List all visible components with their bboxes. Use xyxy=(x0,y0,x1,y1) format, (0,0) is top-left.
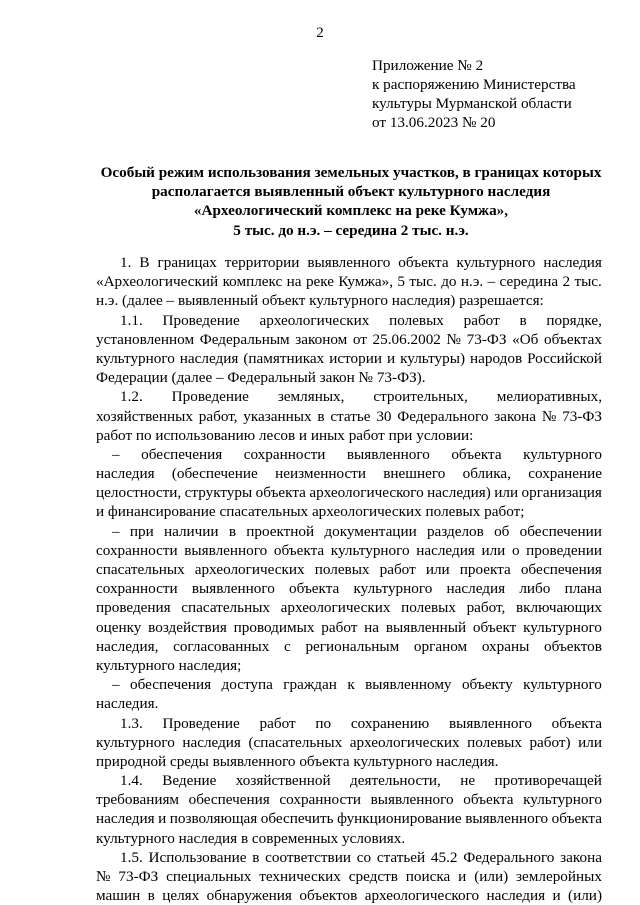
word: (обеспечение xyxy=(171,465,258,483)
word: 45.2 xyxy=(430,848,458,866)
word: работ xyxy=(379,561,416,578)
word: «Об xyxy=(512,330,539,348)
word: при xyxy=(129,522,154,540)
word: сохранности xyxy=(279,791,362,809)
word: выявленного xyxy=(184,541,268,559)
title-line: Особый режим использования земельных участков, в границах которых xyxy=(100,164,602,181)
body-line: и финансирование спасательных археологических полевых работ; xyxy=(96,503,525,521)
body-line: Федерации (далее – Федеральный закон № 73-ФЗ). xyxy=(96,369,426,387)
word: о xyxy=(511,541,520,559)
word: – xyxy=(112,522,120,540)
body-line xyxy=(96,522,602,541)
word: Использование xyxy=(148,848,247,866)
body-line: культурного наследия в современных условиях. xyxy=(96,829,406,847)
word: в xyxy=(147,887,155,905)
word: культурного xyxy=(456,254,536,271)
word: в xyxy=(519,311,527,329)
word: граждан xyxy=(283,676,337,694)
body-line xyxy=(96,809,602,828)
word: в xyxy=(252,848,260,866)
word: хозяйственной xyxy=(235,772,331,790)
word: работ, xyxy=(466,599,506,617)
body-line xyxy=(96,675,602,694)
word: объекта xyxy=(255,484,306,502)
word: культуры) xyxy=(400,349,466,367)
word: объектах xyxy=(544,330,602,348)
word: наследия) xyxy=(427,484,491,502)
appendix-line: Приложение № 2 xyxy=(372,57,484,74)
word: Ведение xyxy=(162,772,217,790)
word: – xyxy=(112,445,120,463)
word: объекта xyxy=(463,791,514,809)
word: наследия xyxy=(486,887,546,905)
body-line xyxy=(96,253,602,272)
word: охраны xyxy=(481,637,530,655)
body-line xyxy=(96,579,602,598)
word: наследия xyxy=(182,733,241,751)
appendix-line: к распоряжению Министерства xyxy=(372,76,576,93)
word: наследия xyxy=(96,810,155,828)
word: или xyxy=(425,561,450,578)
word: порядке, xyxy=(546,311,602,329)
word: деятельности, xyxy=(350,772,441,790)
word: тыс. xyxy=(409,273,437,291)
word: и xyxy=(158,810,167,828)
word: проведения xyxy=(96,599,171,617)
word: археологических xyxy=(349,733,460,751)
word: статьей xyxy=(376,848,426,866)
word: выявленного xyxy=(448,714,532,732)
word: сохранности xyxy=(96,580,178,598)
document-body xyxy=(96,253,602,905)
word: 30 xyxy=(376,407,392,425)
word: № xyxy=(96,868,111,885)
word: мелиоративных, xyxy=(496,388,602,406)
word: работ xyxy=(463,311,500,329)
word: машин xyxy=(96,887,141,905)
word: работ xyxy=(321,618,358,636)
word: законом xyxy=(295,330,348,348)
word: реке xyxy=(305,273,335,291)
word: и xyxy=(552,887,561,905)
body-line xyxy=(96,598,602,617)
word: 1.2. xyxy=(120,388,143,406)
word: позволяющая xyxy=(169,810,258,828)
word: (или) xyxy=(474,868,509,885)
word: культурного xyxy=(523,791,602,809)
word: и xyxy=(458,868,467,885)
word: 1.5. xyxy=(120,848,143,866)
word: обеспечения xyxy=(141,445,223,463)
word: обеспечить xyxy=(260,810,334,828)
word: спасательных xyxy=(181,599,270,617)
word: «Археологический xyxy=(96,273,219,291)
word: – xyxy=(487,273,496,291)
word: средств xyxy=(348,868,398,885)
body-line: наследия. xyxy=(96,695,159,713)
word: наследия xyxy=(446,580,506,598)
document-title xyxy=(96,163,606,240)
word: обеспечении xyxy=(519,522,602,540)
word: культурного xyxy=(523,445,602,463)
word: и xyxy=(386,349,396,367)
body-line xyxy=(96,407,602,426)
appendix-line: культуры Мурманской области xyxy=(372,95,572,112)
appendix-header xyxy=(372,56,576,132)
word: закона xyxy=(560,848,602,866)
body-line xyxy=(96,445,602,464)
word: н.э. xyxy=(460,273,484,291)
word: объекта xyxy=(289,580,340,598)
word: комплекс xyxy=(222,273,283,291)
word: воздействия xyxy=(148,618,227,636)
word: наследия xyxy=(96,465,155,483)
body-line xyxy=(96,886,602,905)
word: археологического xyxy=(364,887,480,905)
word: Проведение xyxy=(162,714,240,732)
word: работ xyxy=(259,714,296,732)
word: указанных xyxy=(243,407,312,425)
word: археологических xyxy=(280,599,391,617)
word: проведении xyxy=(526,541,602,559)
word: выявленного xyxy=(370,791,454,809)
word: сохранности xyxy=(96,541,178,559)
word: (памятниках xyxy=(243,349,325,367)
word: сохранение xyxy=(528,465,602,483)
body-line xyxy=(96,330,602,349)
word: (спасательных xyxy=(248,733,343,751)
word: 73-ФЗ xyxy=(118,868,159,885)
body-line xyxy=(96,349,602,368)
word: 25.06.2002 xyxy=(372,330,441,348)
word: культурного xyxy=(353,580,433,598)
body-line: н.э. (далее – выявленный объект культурного наследия) разрешается: xyxy=(96,292,544,310)
page-number: 2 xyxy=(316,25,324,41)
word: региональным xyxy=(305,637,400,655)
word: 1. xyxy=(120,254,132,271)
word: хозяйственных xyxy=(96,407,193,425)
body-line xyxy=(96,311,602,330)
word: наследия xyxy=(416,541,475,559)
word: внешнего xyxy=(383,465,446,483)
word: № xyxy=(446,330,462,348)
word: со xyxy=(356,848,372,866)
word: археологических xyxy=(259,311,370,329)
body-line xyxy=(96,387,602,406)
word: проекта xyxy=(459,561,511,578)
word: культурного xyxy=(523,618,602,636)
word: – xyxy=(112,676,120,694)
word: организация xyxy=(521,484,602,502)
word: требованиям xyxy=(96,791,180,809)
word: полевых xyxy=(389,311,444,329)
word: целостности, xyxy=(96,484,182,502)
word: истории xyxy=(329,349,382,367)
word: или xyxy=(578,733,602,751)
word: выявленного xyxy=(191,580,275,598)
word: спасательных xyxy=(96,561,185,578)
word: выявленного xyxy=(346,445,430,463)
word: В xyxy=(139,254,150,271)
word: обеспечения xyxy=(520,561,602,578)
word: наследия, xyxy=(96,637,159,655)
word: документации xyxy=(324,522,417,540)
word: тыс. xyxy=(574,273,602,291)
word: Проведение xyxy=(162,311,240,329)
word: середина xyxy=(499,273,559,291)
word: наличии xyxy=(163,522,219,540)
word: закона xyxy=(494,407,537,425)
body-line xyxy=(96,867,602,886)
word: 73-ФЗ xyxy=(466,330,507,348)
word: обеспечения xyxy=(130,676,212,694)
word: объекта xyxy=(551,714,602,732)
word: структуры xyxy=(184,484,253,502)
word: или xyxy=(481,541,506,559)
word: культурного xyxy=(523,676,602,694)
word: сохранности xyxy=(243,445,326,463)
word: 5 xyxy=(397,273,406,291)
body-line xyxy=(96,483,602,502)
word: проектной xyxy=(246,522,315,540)
word: либо xyxy=(519,580,551,598)
word: археологических xyxy=(194,561,305,578)
word: работ) xyxy=(529,733,571,751)
word: археологического xyxy=(309,484,424,502)
word: объекта xyxy=(451,445,502,463)
word: сохранению xyxy=(350,714,430,732)
word: соответствии xyxy=(265,848,351,866)
word: выявленному xyxy=(365,676,452,694)
word: объекта xyxy=(398,254,449,271)
word: доступа xyxy=(221,676,273,694)
word: объектов xyxy=(299,887,358,905)
word: наследия xyxy=(179,349,239,367)
word: полевых xyxy=(467,733,522,751)
word: Федерального xyxy=(463,848,555,866)
word: полевых xyxy=(401,599,456,617)
word: проводимых xyxy=(233,618,315,636)
word: на xyxy=(286,273,302,291)
word: строительных, xyxy=(373,388,468,406)
word: плана xyxy=(564,580,602,598)
word: выявленного xyxy=(307,254,391,271)
body-line xyxy=(96,560,602,579)
body-line xyxy=(96,771,602,790)
body-line xyxy=(96,714,602,733)
word: разделов xyxy=(426,522,484,540)
word: землеройных xyxy=(516,868,602,885)
word: к xyxy=(347,676,355,694)
title-line: располагается выявленный объект культурного наследия xyxy=(151,183,551,201)
word: обеспечения xyxy=(188,791,270,809)
body-line xyxy=(96,541,602,560)
word: обнаружения xyxy=(206,887,292,905)
word: Российской xyxy=(527,349,602,367)
body-line: работ по использованию лесов и иных работ при условии: xyxy=(96,426,474,444)
word: 1.3. xyxy=(120,714,143,732)
word: № xyxy=(541,407,557,425)
word: оценку xyxy=(96,618,142,636)
word: территории xyxy=(224,254,300,271)
word: полевых xyxy=(314,561,370,578)
word: неизменности xyxy=(275,465,366,483)
word: Федерального xyxy=(397,407,489,425)
word: Кумжа», xyxy=(338,273,394,291)
word: включающих xyxy=(515,599,602,617)
word: облика, xyxy=(462,465,511,483)
title-line: 5 тыс. до н.э. – середина 2 тыс. н.э. xyxy=(233,221,469,239)
word: до xyxy=(441,273,457,291)
word: 2 xyxy=(562,273,571,291)
body-line xyxy=(96,464,602,483)
word: установленном xyxy=(96,330,195,348)
body-line: природной среды выявленного объекта культурного наследия. xyxy=(96,752,499,770)
word: об xyxy=(494,522,510,540)
word: объект xyxy=(472,618,517,636)
word: выявленный xyxy=(385,618,467,636)
body-line: культурного наследия; xyxy=(96,656,242,674)
word: в xyxy=(317,407,325,425)
word: органом xyxy=(413,637,468,655)
word: не xyxy=(460,772,476,790)
word: 1.1. xyxy=(120,311,143,329)
word: 1.4. xyxy=(120,772,143,790)
body-line xyxy=(96,618,602,637)
title-line: «Археологический комплекс на реке Кумжа», xyxy=(193,202,509,220)
word: противоречащей xyxy=(494,772,602,790)
word: на xyxy=(364,618,380,636)
body-line xyxy=(96,790,602,809)
word: (или) xyxy=(568,887,602,905)
word: или xyxy=(494,484,519,502)
word: технических xyxy=(259,868,341,885)
appendix-line: от 13.06.2023 № 20 xyxy=(372,114,496,131)
word: выявленного xyxy=(465,810,549,828)
word: Федеральным xyxy=(199,330,290,348)
word: статье xyxy=(330,407,371,425)
word: культурного xyxy=(330,541,410,559)
word: целях xyxy=(162,887,200,905)
body-line xyxy=(96,733,602,752)
word: культурного xyxy=(96,733,175,751)
word: объектов xyxy=(544,637,602,655)
word: наследия xyxy=(543,254,602,271)
word: работ, xyxy=(198,407,238,425)
word: объекта xyxy=(551,810,602,828)
word: с xyxy=(284,637,291,655)
word: объекту xyxy=(461,676,513,694)
word: согласованных xyxy=(173,637,270,655)
word: объекта xyxy=(273,541,325,559)
word: земляных, xyxy=(277,388,345,406)
word: поиска xyxy=(405,868,451,885)
word: Проведение xyxy=(171,388,249,406)
body-line xyxy=(96,272,602,291)
word: границах xyxy=(157,254,217,271)
body-line xyxy=(96,848,602,867)
word: культурного xyxy=(96,349,175,367)
word: функционирование xyxy=(337,810,462,828)
word: народов xyxy=(470,349,523,367)
word: в xyxy=(228,522,236,540)
word: по xyxy=(315,714,332,732)
word: специальных xyxy=(166,868,252,885)
word: 73-ФЗ xyxy=(562,407,602,425)
body-line xyxy=(96,637,602,656)
word: от xyxy=(352,330,367,348)
